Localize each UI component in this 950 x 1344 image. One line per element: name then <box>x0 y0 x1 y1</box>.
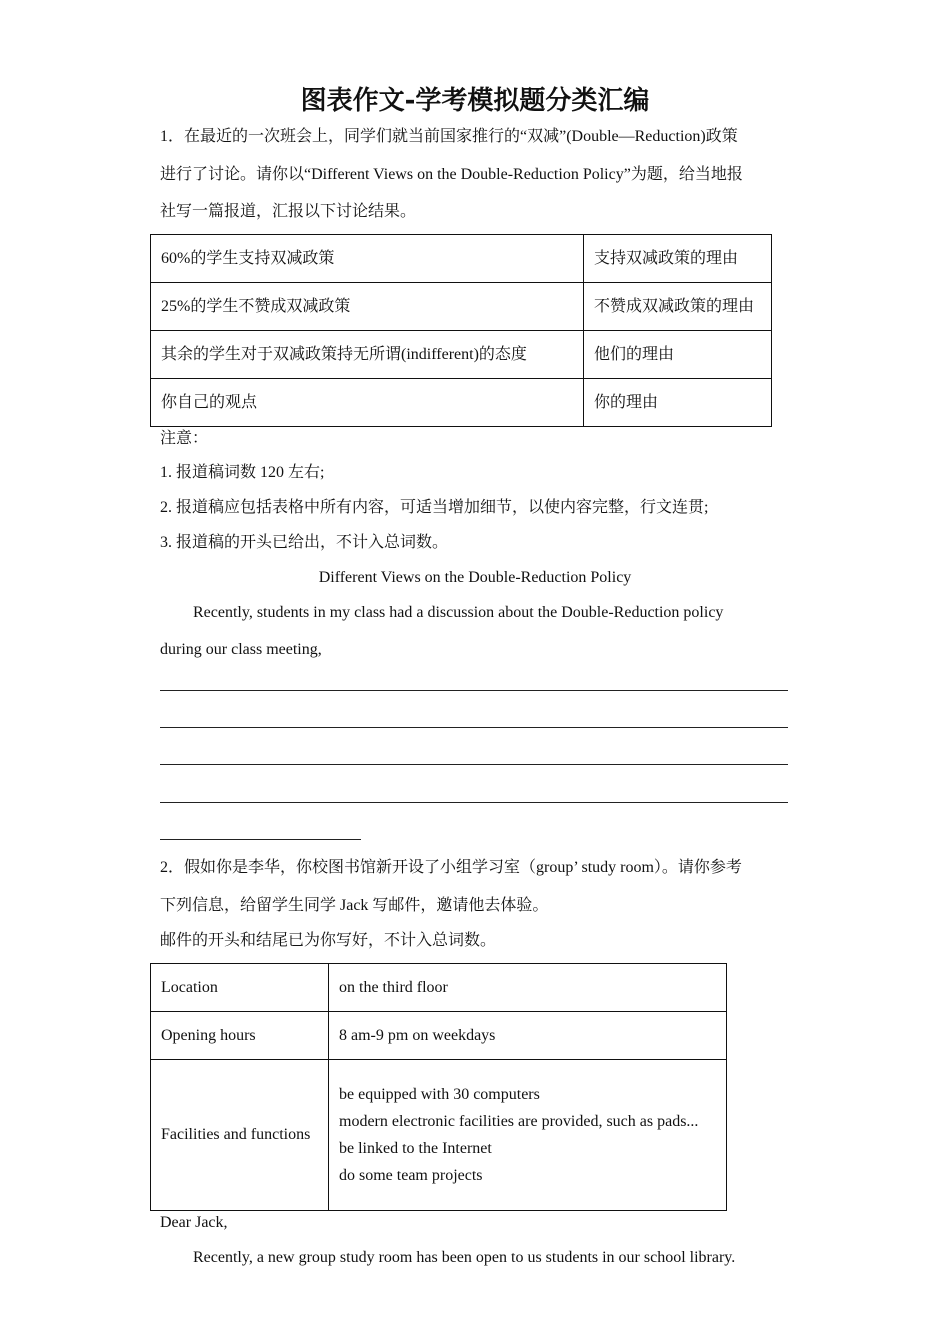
table-cell: 不赞成双减政策的理由 <box>584 283 772 331</box>
q1-note-heading: 注意： <box>160 430 209 447</box>
q2-letter-start: Recently, a new group study room has been open to us students in our school library. <box>193 1249 736 1266</box>
q1-essay-start: during our class meeting, <box>160 641 322 658</box>
table-cell: 他们的理由 <box>584 331 772 379</box>
q2-prompt-line: 2．假如你是李华，你校图书馆新开设了小组学习室（group’ study room）。请你参考 <box>160 859 742 876</box>
table-cell: Facilities and functions <box>151 1060 329 1211</box>
table-row <box>151 331 772 379</box>
q2-prompt-line: 下列信息，给留学生同学 Jack 写邮件，邀请他去体验。 <box>160 897 549 914</box>
facility-item: do some team projects <box>339 1166 483 1184</box>
q1-note: 3. 报道稿的开头已给出，不计入总词数。 <box>160 534 449 551</box>
answer-blank-line[interactable] <box>160 727 788 728</box>
answer-blank-line[interactable] <box>160 764 788 765</box>
table-cell: 8 am-9 pm on weekdays <box>329 1012 727 1060</box>
q1-note: 2. 报道稿应包括表格中所有内容，可适当增加细节，以使内容完整，行文连贯; <box>160 499 709 516</box>
table-cell: 其余的学生对于双减政策持无所谓(indifferent)的态度 <box>151 331 584 379</box>
table-row <box>151 964 727 1012</box>
facility-item: be equipped with 30 computers <box>339 1085 540 1103</box>
q1-info-table <box>150 234 772 427</box>
q2-salutation: Dear Jack, <box>160 1214 228 1231</box>
table-row <box>151 379 772 427</box>
q2-prompt-line: 邮件的开头和结尾已为你写好，不计入总词数。 <box>160 932 497 949</box>
q1-prompt-line: 进行了讨论。请你以“Different Views on the Double-Reduction Policy”为题，给当地报 <box>160 166 743 183</box>
table-cell: 你自己的观点 <box>151 379 584 427</box>
table-row <box>151 283 772 331</box>
facility-item: modern electronic facilities are provided, such as pads... <box>339 1112 699 1130</box>
q1-prompt-line: 社写一篇报道，汇报以下讨论结果。 <box>160 203 417 220</box>
q1-essay-title: Different Views on the Double-Reduction Policy <box>318 569 632 586</box>
answer-blank-line[interactable] <box>160 802 788 803</box>
table-cell: 25%的学生不赞成双减政策 <box>151 283 584 331</box>
answer-blank-line[interactable] <box>160 839 361 840</box>
q1-essay-start: Recently, students in my class had a discussion about the Double-Reduction policy <box>193 604 724 621</box>
table-cell: 60%的学生支持双减政策 <box>151 235 584 283</box>
table-cell <box>329 1060 727 1211</box>
table-cell: Location <box>151 964 329 1012</box>
q2-info-table <box>150 963 727 1211</box>
q1-note: 1. 报道稿词数 120 左右; <box>160 464 325 481</box>
table-row <box>151 235 772 283</box>
document-title: 图表作文-学考模拟题分类汇编 <box>300 86 650 116</box>
table-cell: on the third floor <box>329 964 727 1012</box>
table-cell: Opening hours <box>151 1012 329 1060</box>
answer-blank-line[interactable] <box>160 690 788 691</box>
table-row <box>151 1012 727 1060</box>
facility-item: be linked to the Internet <box>339 1139 492 1157</box>
table-cell: 支持双减政策的理由 <box>584 235 772 283</box>
q1-prompt-line: 1．在最近的一次班会上，同学们就当前国家推行的“双减”(Double—Reduction)政策 <box>160 128 738 145</box>
table-row <box>151 1060 727 1211</box>
table-cell: 你的理由 <box>584 379 772 427</box>
